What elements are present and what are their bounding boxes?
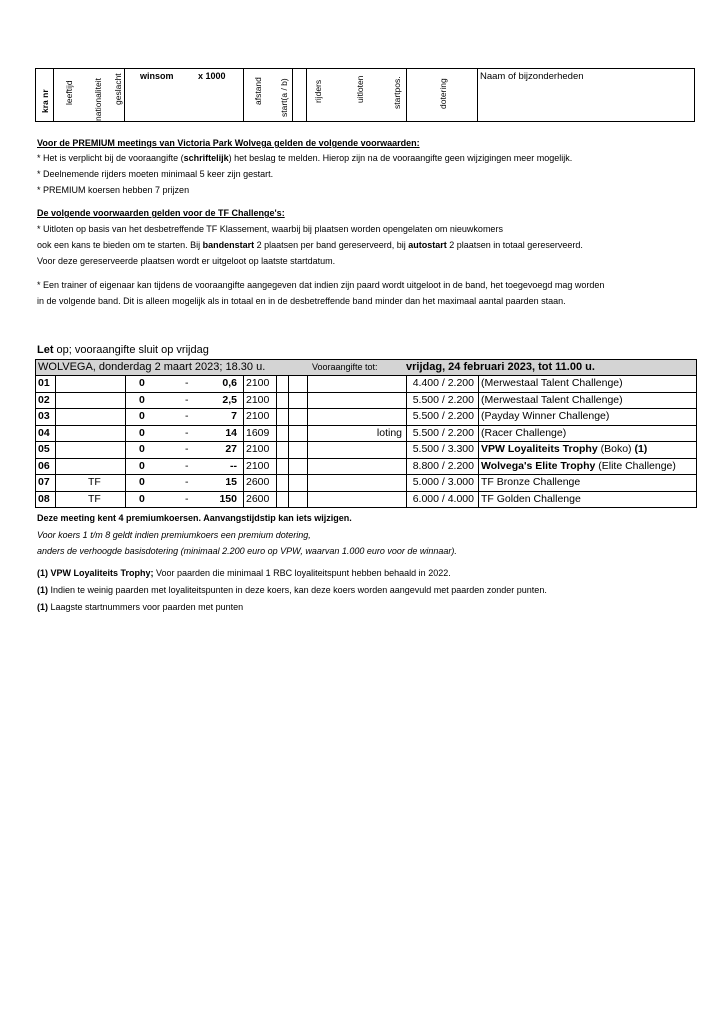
race-dotering: 5.500 / 2.200	[412, 426, 474, 439]
race-name: TF Bronze Challenge	[481, 476, 581, 488]
race-row	[36, 393, 696, 410]
race-distance: 1609	[246, 426, 270, 439]
race-distance: 2100	[246, 377, 270, 389]
legend-nationaliteit: nationaliteit	[93, 77, 103, 121]
legend-table	[35, 68, 695, 122]
race-nr: 04	[38, 426, 50, 439]
race-nr: 03	[38, 410, 50, 422]
premium-line1: * Het is verplicht bij de vooraangifte (schriftelijk) het beslag te melden. Hierop zijn na de vooraangifte geen wijzigingen meer mogelijk.	[37, 153, 573, 163]
race-tf: TF	[88, 492, 101, 505]
race-winsom-max: 2,5	[222, 393, 237, 406]
let-op: Let op; vooraangifte sluit op vrijdag	[37, 344, 209, 356]
race-nr: 02	[38, 393, 50, 406]
race-row	[36, 376, 696, 393]
race-winsom-min: 0	[139, 459, 145, 472]
race-dotering: 4.400 / 2.200	[412, 377, 474, 389]
note-dotering-1: Voor koers 1 t/m 8 geldt indien premiumkoers een premium dotering,	[37, 530, 311, 540]
premium-line2: * Deelnemende rijders moeten minimaal 5 keer zijn gestart.	[37, 169, 274, 179]
race-dash: -	[185, 492, 189, 505]
legend-startpos: startpos.	[392, 76, 402, 109]
race-row	[36, 492, 696, 508]
race-name: (Racer Challenge)	[481, 426, 567, 439]
race-winsom-max: 7	[231, 410, 237, 422]
race-distance: 2100	[246, 410, 270, 422]
race-winsom-min: 0	[139, 443, 145, 455]
race-dash: -	[185, 459, 189, 472]
tf-heading: De volgende voorwaarden gelden voor de TF Challenge's:	[37, 208, 285, 218]
race-dotering: 5.500 / 3.300	[412, 443, 474, 455]
race-winsom-min: 0	[139, 492, 145, 505]
race-distance: 2600	[246, 492, 270, 505]
tf-line4: * Een trainer of eigenaar kan tijdens de vooraangifte aangegeven dat indien zijn paard wordt uitgeloot in de band, het toegevoegd mag worden	[37, 280, 605, 290]
race-nr: 06	[38, 459, 50, 472]
race-winsom-max: 14	[225, 426, 237, 439]
legend-start: start(a / b)	[279, 78, 289, 117]
race-distance: 2100	[246, 443, 270, 455]
note-loyaliteit-1: (1) VPW Loyaliteits Trophy; Voor paarden die minimaal 1 RBC loyaliteitspunt hebben behaald in 2022.	[37, 568, 451, 578]
legend-x1000: x 1000	[198, 71, 226, 81]
race-winsom-max: 150	[219, 492, 237, 505]
race-dash: -	[185, 426, 189, 439]
tf-line1: * Uitloten op basis van het desbetreffende TF Klassement, waarbij bij plaatsen worden opengelaten om nieuwkomers	[37, 224, 503, 234]
legend-rijders: rijders	[313, 79, 323, 103]
legend-winsom: winsom	[140, 71, 174, 81]
race-name: (Merwestaal Talent Challenge)	[481, 393, 623, 406]
race-dotering: 6.000 / 4.000	[412, 492, 474, 505]
race-distance: 2100	[246, 459, 270, 472]
legend-geslacht: geslacht	[113, 73, 123, 105]
race-dash: -	[185, 377, 189, 389]
race-tf: TF	[88, 476, 101, 488]
race-dash: -	[185, 476, 189, 488]
race-winsom-min: 0	[139, 426, 145, 439]
race-header	[36, 360, 696, 376]
tf-line3: Voor deze gereserveerde plaatsen wordt er uitgeloot op laatste startdatum.	[37, 256, 336, 266]
legend-afstand: afstand	[253, 77, 263, 105]
race-row	[36, 475, 696, 492]
note-premium-count: Deze meeting kent 4 premiumkoersen. Aanvangstijdstip kan iets wijzigen.	[37, 513, 352, 523]
legend-dotering: dotering	[438, 78, 448, 109]
race-name: TF Golden Challenge	[481, 492, 581, 505]
race-dash: -	[185, 393, 189, 406]
note-loyaliteit-3: (1) Laagste startnummers voor paarden met punten	[37, 602, 244, 612]
race-dotering: 5.000 / 3.000	[412, 476, 474, 488]
race-dash: -	[185, 443, 189, 455]
race-winsom-max: 15	[225, 476, 237, 488]
race-row	[36, 409, 696, 426]
race-winsom-min: 0	[139, 393, 145, 406]
race-row	[36, 442, 696, 459]
legend-leeftijd: leeftijd	[64, 80, 74, 105]
race-distance: 2600	[246, 476, 270, 488]
race-dotering: 5.500 / 2.200	[412, 410, 474, 422]
race-distance: 2100	[246, 393, 270, 406]
race-name: Wolvega's Elite Trophy (Elite Challenge)	[481, 459, 676, 472]
race-loting: loting	[376, 426, 402, 439]
note-dotering-2: anders de verhoogde basisdotering (minimaal 2.200 euro op VPW, waarvan 1.000 euro voor de winnaar).	[37, 546, 457, 556]
race-winsom-max: 27	[225, 443, 237, 455]
race-nr: 01	[38, 377, 50, 389]
premium-line3: * PREMIUM koersen hebben 7 prijzen	[37, 185, 190, 195]
race-nr: 07	[38, 476, 50, 488]
race-name: (Merwestaal Talent Challenge)	[481, 377, 623, 389]
race-nr: 05	[38, 443, 50, 455]
vooraangifte-date: vrijdag, 24 februari 2023, tot 11.00 u.	[406, 361, 595, 373]
race-nr: 08	[38, 492, 50, 505]
race-dash: -	[185, 410, 189, 422]
race-dotering: 8.800 / 2.200	[412, 459, 474, 472]
race-winsom-max: --	[230, 459, 237, 472]
race-table	[35, 359, 697, 508]
note-loyaliteit-2: (1) Indien te weinig paarden met loyaliteitspunten in deze koers, kan deze koers worden aangevuld met paarden zonder punten.	[37, 585, 547, 595]
meeting-title: WOLVEGA, donderdag 2 maart 2023; 18.30 u.	[38, 361, 266, 373]
legend-naam: Naam of bijzonderheden	[480, 71, 584, 82]
vooraangifte-label: Vooraangifte tot:	[312, 362, 378, 372]
race-winsom-min: 0	[139, 377, 145, 389]
tf-line2: ook een kans te bieden om te starten. Bij bandenstart 2 plaatsen per band gereserveerd, bij autostart 2 plaatsen in totaal gereserveerd.	[37, 240, 583, 250]
race-winsom-min: 0	[139, 410, 145, 422]
premium-heading: Voor de PREMIUM meetings van Victoria Park Wolvega gelden de volgende voorwaarden:	[37, 138, 420, 148]
race-dotering: 5.500 / 2.200	[412, 393, 474, 406]
race-name: (Payday Winner Challenge)	[481, 410, 610, 422]
race-winsom-min: 0	[139, 476, 145, 488]
race-row	[36, 426, 696, 443]
legend-kra-nr: kra nr	[40, 89, 50, 113]
tf-line5: in de volgende band. Dit is alleen mogelijk als in totaal en in de desbetreffende band minder dan het maximaal aantal paarden staan.	[37, 296, 566, 306]
legend-uitloten: uitloten	[355, 75, 365, 103]
race-name: VPW Loyaliteits Trophy (Boko) (1)	[481, 443, 648, 455]
race-row	[36, 459, 696, 476]
race-winsom-max: 0,6	[222, 377, 237, 389]
